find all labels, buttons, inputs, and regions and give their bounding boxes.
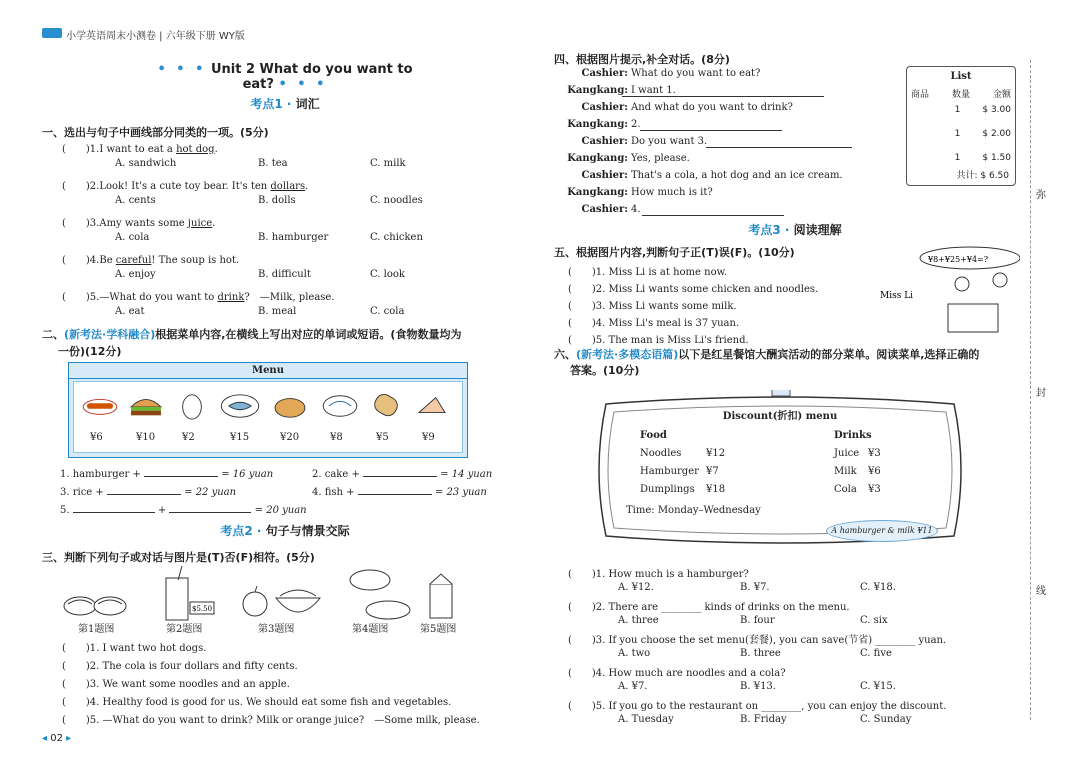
menu-price: ¥9 [422, 432, 435, 443]
speaker: Kangkang: [567, 85, 628, 96]
menu-title: Menu [69, 365, 467, 379]
menu-price: ¥5 [376, 432, 389, 443]
food-name: Hamburger [640, 466, 699, 477]
kaodian-3: 考点3 · 阅读理解 [748, 223, 842, 237]
set-offer: A hamburger & milk ¥11 [826, 520, 938, 542]
judge-item-5: ( )5. The man is Miss Li's friend. [568, 335, 749, 346]
q-post: . [212, 218, 216, 229]
menu-price: ¥8 [330, 432, 343, 443]
option-a: A. sandwich [115, 158, 177, 169]
list-price: $ 1.50 [982, 153, 1011, 163]
side-char-2: 封 [1036, 388, 1046, 399]
speaker: Kangkang: [567, 153, 628, 164]
option-c: C. look [370, 269, 405, 280]
mc-option-a: A. three [618, 615, 659, 626]
picture-caption: 第4题图 [352, 624, 389, 635]
dialogue-line: What do you want to eat? [631, 68, 761, 79]
option-c: C. cola [370, 306, 405, 317]
menu-price: ¥20 [280, 432, 300, 443]
mc-option-a: A. ¥7. [618, 681, 648, 692]
list-row [911, 105, 1011, 115]
q-pre: Look! It's a cute toy bear. It's ten [99, 181, 271, 192]
dialogue-line: Do you want 3. [631, 136, 708, 147]
picture-caption: 第1题图 [78, 624, 115, 635]
q-pre: —What do you want to [99, 292, 218, 303]
side-char-3: 线 [1036, 586, 1046, 597]
drink-price: ¥3 [868, 448, 881, 459]
kaodian-1: 考点1 · 词汇 [250, 97, 320, 111]
q-post: ? —Milk, please. [244, 292, 335, 303]
question-3 [62, 214, 215, 229]
list-qty: 1 [954, 153, 961, 163]
mc-option-a: A. ¥12. [618, 582, 654, 593]
option-b: B. meal [258, 306, 297, 317]
series-title: 小学英语周末小测卷 | 六年级下册 WY版 [66, 31, 245, 42]
eq-4: 4. fish + = 23 yuan [312, 487, 487, 498]
food-name: Dumplings [640, 484, 695, 495]
price-tag: $5.50 [192, 605, 213, 613]
judge-item-4: ( )4. Miss Li's meal is 37 yuan. [568, 318, 740, 329]
menu-price: ¥15 [230, 432, 250, 443]
mc-option-c: C. Sunday [860, 714, 912, 725]
option-b: B. hamburger [258, 232, 329, 243]
shopping-list [906, 66, 1016, 186]
speaker: Cashier: [581, 102, 628, 113]
list-price: $ 3.00 [982, 105, 1011, 115]
q-pre: Be [99, 255, 116, 266]
mc-option-a: A. two [618, 648, 651, 659]
apple-icon [243, 586, 267, 616]
option-b: B. difficult [258, 269, 311, 280]
kaodian-2: 考点2 · 句子与情景交际 [220, 524, 350, 538]
question-5 [62, 288, 335, 303]
drinks-heading: Drinks [834, 430, 872, 441]
answer-blank [706, 147, 852, 148]
hot-dog-icon [80, 392, 120, 420]
food-price: ¥12 [706, 448, 726, 459]
dialogue-line: 4. [631, 204, 641, 215]
mc-question-1: ( )1. How much is a hamburger? [568, 569, 749, 580]
menu-items [73, 381, 463, 453]
section-2-title: 二、(新考法·学科融合)根据菜单内容,在横线上写出对应的单词或短语。(食物数量均为 [42, 328, 462, 341]
q-num: ( )5. [62, 292, 100, 303]
option-c: C. milk [370, 158, 406, 169]
dialogue-line: Yes, please. [631, 153, 690, 164]
list-price: $ 2.00 [982, 129, 1011, 139]
judge-item-2: ( )2. Miss Li wants some chicken and noodles. [568, 284, 819, 295]
dialogue-line: 2. [631, 119, 641, 130]
drink-price: ¥3 [868, 484, 881, 495]
q-num: ( )1. [62, 144, 100, 155]
eq-5: 5. + = 20 yuan [60, 505, 307, 516]
q-underlined: careful [115, 255, 152, 266]
q-post: . [305, 181, 309, 192]
section-4-title: 四、根据图片提示,补全对话。(8分) [554, 53, 730, 66]
mc-question-2: ( )2. There are ________ kinds of drinks on the menu. [568, 602, 850, 613]
tf-item-3: ( )3. We want some noodles and an apple. [62, 679, 290, 690]
speaker: Cashier: [581, 136, 628, 147]
speaker: Cashier: [581, 170, 628, 181]
mc-option-b: B. three [740, 648, 781, 659]
list-row [911, 129, 1011, 139]
food-price: ¥18 [706, 484, 726, 495]
dialogue-line: I want 1. [631, 85, 676, 96]
option-a: A. enjoy [115, 269, 156, 280]
eq-1: 1. hamburger + = 16 yuan [60, 469, 274, 480]
mc-question-3: ( )3. If you choose the set menu(套餐), you can save(节省) ________ yuan. [568, 635, 947, 646]
mc-option-b: B. ¥7. [740, 582, 770, 593]
q-underlined: dollars [270, 181, 306, 192]
section-2-title-cont: 一份)(12分) [58, 345, 122, 358]
picture-caption: 第2题图 [166, 624, 203, 635]
list-qty: 1 [954, 129, 961, 139]
mc-question-5: ( )5. If you go to the restaurant on ________, you can enjoy the discount. [568, 701, 947, 712]
noodles-bowl-icon [276, 590, 320, 612]
q-pre: Amy wants some [99, 218, 188, 229]
option-c: C. noodles [370, 195, 423, 206]
speaker: Cashier: [581, 204, 628, 215]
question-1 [62, 140, 218, 155]
tf-item-4: ( )4. Healthy food is good for us. We should eat some fish and vegetables. [62, 697, 452, 708]
side-char-1: 弥 [1036, 190, 1046, 201]
judge-item-1: ( )1. Miss Li is at home now. [568, 267, 728, 278]
option-a: A. cents [115, 195, 156, 206]
option-a: A. cola [115, 232, 150, 243]
q-post: . [214, 144, 218, 155]
drink-name: Cola [834, 484, 857, 495]
unit-title-text: Unit 2 What do you want to eat? [210, 62, 413, 92]
eq-2: 2. cake + = 14 yuan [312, 469, 493, 480]
cake-icon [412, 392, 452, 420]
speaker: Kangkang: [567, 187, 628, 198]
dialogue-line: And what do you want to drink? [631, 102, 793, 113]
answer-blank [642, 215, 784, 216]
menu-price: ¥2 [182, 432, 195, 443]
noodles-icon [320, 392, 360, 420]
picture-caption: 第5题图 [420, 624, 457, 635]
drink-name: Milk [834, 466, 857, 477]
title-dots-right: • • • [278, 77, 328, 92]
list-total: 共计: $ 6.50 [956, 171, 1009, 181]
list-title: List [950, 71, 972, 82]
menu-board [68, 362, 468, 458]
section-1-title: 一、选出与句子中画线部分同类的一项。(5分) [42, 126, 269, 139]
mc-question-4: ( )4. How much are noodles and a cola? [568, 668, 786, 679]
series-logo [42, 28, 62, 38]
fish-plate-icon [350, 570, 410, 619]
question-2 [62, 177, 308, 192]
section-5-title: 五、根据图片内容,判断句子正(T)误(F)。(10分) [554, 246, 795, 259]
list-qty: 1 [954, 105, 961, 115]
q-num: ( )2. [62, 181, 100, 192]
dialogue-line: How much is it? [631, 187, 713, 198]
mc-option-b: B. Friday [740, 714, 787, 725]
option-c: C. chicken [370, 232, 423, 243]
restaurant-scene [880, 244, 1020, 344]
speaker: Cashier: [581, 68, 628, 79]
dialogue-line: That's a cola, a hot dog and an ice cream. [631, 170, 843, 181]
price-bubble: ¥8+¥25+¥4=? [928, 255, 989, 264]
unit-title [140, 62, 430, 92]
mc-option-c: C. ¥15. [860, 681, 896, 692]
mc-option-c: C. five [860, 648, 892, 659]
answer-blank [640, 130, 782, 131]
binding-line [1030, 60, 1031, 720]
discount-menu-card [592, 390, 968, 550]
chicken-icon [270, 392, 310, 420]
mc-option-c: C. ¥18. [860, 582, 896, 593]
question-4 [62, 251, 239, 266]
title-dots-left: • • • [157, 62, 207, 77]
page-number: ◂ 02 ▸ [42, 733, 72, 744]
drink-name: Juice [834, 448, 860, 459]
list-row [911, 153, 1011, 163]
answer-blank [622, 96, 824, 97]
food-price: ¥7 [706, 466, 719, 477]
q-underlined: juice [187, 218, 213, 229]
tf-item-1: ( )1. I want two hot dogs. [62, 643, 207, 654]
option-b: B. tea [258, 158, 288, 169]
miss-li-label: Miss Li [880, 291, 914, 301]
hamburger-icon [126, 392, 166, 420]
cola-cup-icon [166, 566, 214, 620]
mc-option-b: B. four [740, 615, 775, 626]
fish-icon [220, 392, 260, 420]
section-3-pictures [58, 566, 478, 626]
q-underlined: drink [217, 292, 245, 303]
option-b: B. dolls [258, 195, 296, 206]
tf-item-5: ( )5. —What do you want to drink? Milk or orange juice? —Some milk, please. [62, 715, 480, 726]
mc-option-c: C. six [860, 615, 888, 626]
section-6-title-cont: 答案。(10分) [570, 364, 640, 377]
list-header: 商品 数量 金额 [911, 90, 1011, 100]
bread-icon [366, 392, 406, 420]
speaker: Kangkang: [567, 119, 628, 130]
food-name: Noodles [640, 448, 682, 459]
hot-dogs-icon [64, 597, 126, 615]
tf-item-2: ( )2. The cola is four dollars and fifty cents. [62, 661, 298, 672]
menu-price: ¥6 [90, 432, 103, 443]
q-num: ( )4. [62, 255, 100, 266]
q-underlined: hot dog [176, 144, 215, 155]
eq-3: 3. rice + = 22 yuan [60, 487, 237, 498]
q-num: ( )3. [62, 218, 100, 229]
section-3-title: 三、判断下列句子或对话与图片是(T)否(F)相符。(5分) [42, 551, 315, 564]
judge-item-3: ( )3. Miss Li wants some milk. [568, 301, 737, 312]
discount-title: Discount(折扣) menu [722, 411, 838, 422]
section-6-title: 六、(新考法·多模态语篇)以下是红星餐馆大酬宾活动的部分菜单。阅读菜单,选择正确的 [554, 348, 980, 361]
drink-price: ¥6 [868, 466, 881, 477]
option-a: A. eat [115, 306, 145, 317]
mc-option-a: A. Tuesday [618, 714, 674, 725]
milk-carton-icon [430, 574, 452, 618]
egg-icon [172, 392, 212, 420]
picture-caption: 第3题图 [258, 624, 295, 635]
menu-price: ¥10 [136, 432, 156, 443]
q-post: ! The soup is hot. [151, 255, 240, 266]
mc-option-b: B. ¥13. [740, 681, 776, 692]
time-line: Time: Monday–Wednesday [626, 505, 761, 516]
q-pre: I want to eat a [99, 144, 177, 155]
food-heading: Food [640, 430, 667, 441]
